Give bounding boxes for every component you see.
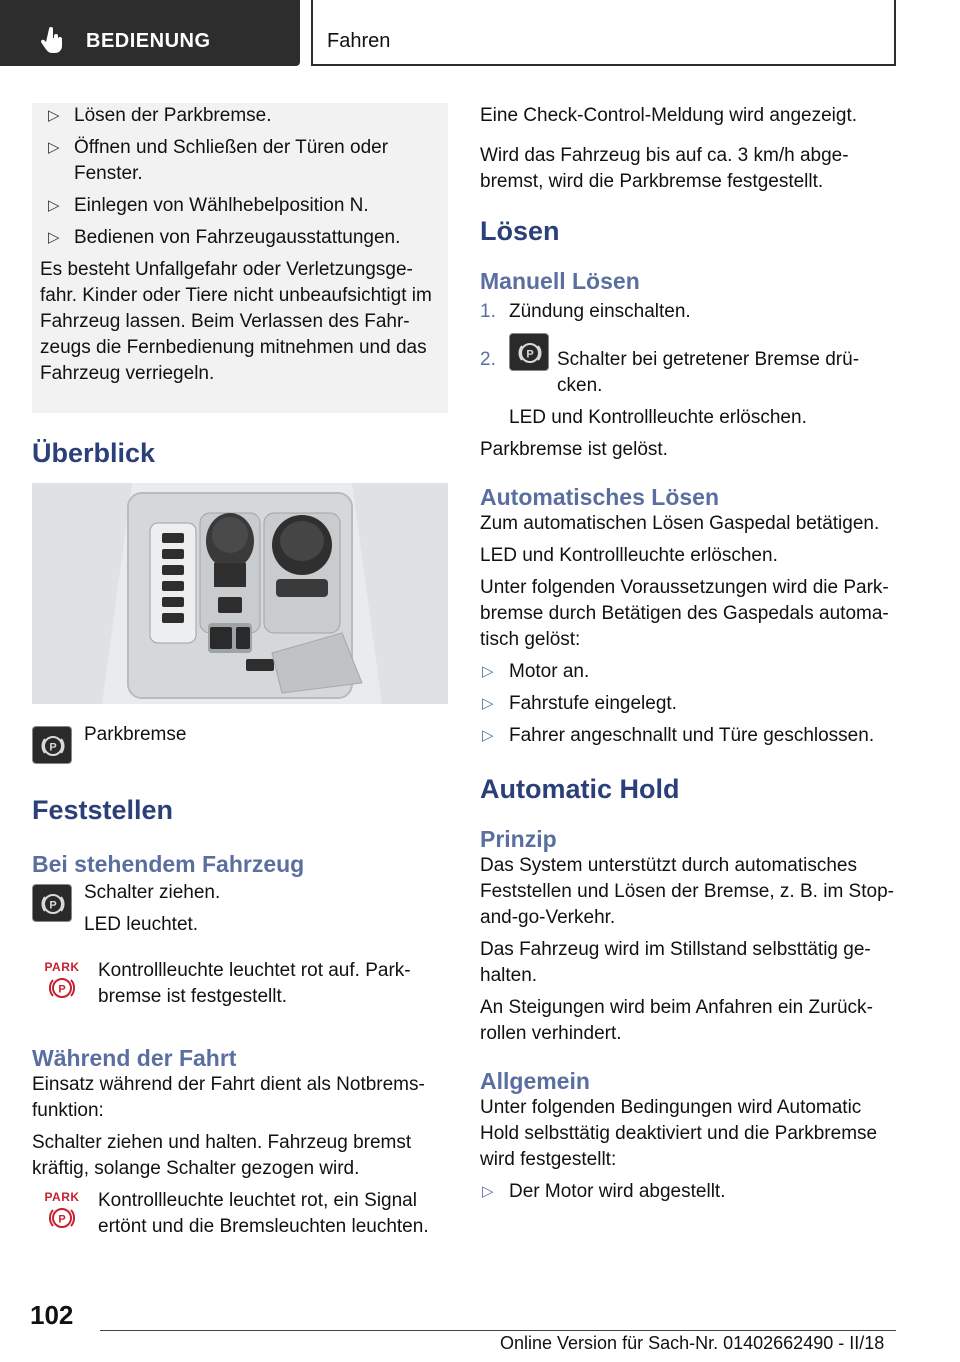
triangle-bullet-icon: ▷ xyxy=(48,107,60,124)
step-subtext: LED und Kontrollleuchte erlöschen. xyxy=(509,407,807,428)
paragraph: Das Fahrzeug wird im Stillstand selbsttätig gehalten. xyxy=(480,939,871,986)
right-column xyxy=(480,103,896,1211)
triangle-bullet-icon: ▷ xyxy=(482,695,494,712)
center-console-photo xyxy=(32,483,448,704)
paragraph: Einsatz während der Fahrt dient als Notbremsfunktion: xyxy=(32,1074,425,1121)
step-text: Zündung einschalten. xyxy=(509,301,691,322)
left-column xyxy=(32,103,448,1240)
paragraph: LED und Kontrollleuchte erlöschen. xyxy=(480,545,778,566)
parking-brake-switch-icon xyxy=(32,884,72,922)
parking-brake-switch-icon xyxy=(509,333,549,371)
park-warning-icon: PARK P xyxy=(42,1190,82,1234)
paragraph: Zum automatischen Lösen Gaspedal betätigen. xyxy=(480,513,880,534)
footer-divider xyxy=(100,1330,896,1331)
heading-loesen: Lösen xyxy=(480,216,560,246)
triangle-bullet-icon: ▷ xyxy=(48,197,60,214)
list-item: ▷ Bedienen von Fahrzeugausstattungen. xyxy=(40,225,440,251)
parking-brake-switch-icon xyxy=(32,726,72,764)
list-item: ▷ Öffnen und Schließen der Türen oder Fenster. xyxy=(48,137,389,184)
heading-fahrt: Während der Fahrt xyxy=(32,1045,237,1071)
icon-row-stehend xyxy=(32,880,448,938)
icon-row-parkbremse xyxy=(32,722,448,764)
triangle-bullet-icon: ▷ xyxy=(48,139,60,156)
svg-text:P: P xyxy=(58,983,66,996)
heading-allgemein: Allgemein xyxy=(480,1068,590,1094)
list-item: ▷ Lösen der Parkbremse. xyxy=(40,103,440,129)
paragraph: Wird das Fahrzeug bis auf ca. 3 km/h abgebremst, wird die Parkbremse festgestellt. xyxy=(480,145,849,192)
text-line: LED leuchtet. xyxy=(84,914,199,935)
svg-text:P: P xyxy=(49,899,57,912)
park-circle-icon xyxy=(48,974,76,1002)
paragraph: Unter folgenden Bedingungen wird Automatic Hold selbsttätig deaktiviert und die Parkbremse wird festgestellt: xyxy=(480,1097,878,1170)
section-label: BEDIENUNG xyxy=(86,30,211,52)
list-item: ▷ Einlegen von Wählhebelposition N. xyxy=(40,193,440,219)
paragraph: Unter folgenden Voraussetzungen wird die Parkbremse durch Betätigen des Gaspedals automatisch gelöst: xyxy=(480,577,889,650)
step-1 xyxy=(480,299,896,325)
triangle-bullet-icon: ▷ xyxy=(482,727,494,744)
warning-box xyxy=(32,103,448,413)
heading-feststellen: Feststellen xyxy=(32,795,174,825)
heading-automatic-hold: Automatic Hold xyxy=(480,774,680,804)
triangle-bullet-icon: ▷ xyxy=(482,1183,494,1200)
icon-row-park-warning xyxy=(32,958,448,1010)
paragraph: Parkbremse ist gelöst. xyxy=(480,439,668,460)
triangle-bullet-icon: ▷ xyxy=(482,663,494,680)
page-number: 102 xyxy=(30,1300,74,1330)
section-tab xyxy=(0,0,300,66)
heading-prinzip: Prinzip xyxy=(480,826,557,852)
list-item: ▷ Motor an. xyxy=(480,659,896,685)
svg-text:P: P xyxy=(58,1213,66,1226)
heading-manuell: Manuell Lösen xyxy=(480,268,640,294)
footer-online-version: Online Version für Sach-Nr. 01402662490 - II/18 xyxy=(500,1333,885,1353)
chapter-tab xyxy=(311,0,896,66)
step-text: Schalter bei getretener Bremse drücken. xyxy=(557,349,860,396)
list-item: ▷ Der Motor wird abgestellt. xyxy=(480,1179,896,1205)
paragraph: Schalter ziehen und halten. Fahrzeug bremst kräftig, solange Schalter gezogen wird. xyxy=(32,1132,412,1179)
text-line: Schalter ziehen. xyxy=(84,882,221,903)
list-item: ▷ Fahrer angeschnallt und Türe geschlossen. xyxy=(480,723,896,749)
park-text: Kontrollleuchte leuchtet rot, ein Signal ertönt und die Bremsleuchten leuchten. xyxy=(98,1190,429,1237)
svg-text:P: P xyxy=(49,741,57,754)
photo-caption: Parkbremse xyxy=(84,724,187,745)
park-warning-icon: PARK P xyxy=(42,960,82,1004)
step-number: 2. xyxy=(480,349,496,370)
step-number: 1. xyxy=(480,301,496,322)
warning-text: Es besteht Unfallgefahr oder Verletzungsgefahr. Kinder oder Tiere nicht unbeaufsichtigt im Fahrzeug lassen. Beim Verlassen des Fahrzeugs die Fernbedienung mitnehmen und das Fahrzeug verriegeln. xyxy=(40,259,432,384)
heading-stehend: Bei stehendem Fahrzeug xyxy=(32,851,305,877)
paragraph: An Steigungen wird beim Anfahren ein Zurückrollen verhindert. xyxy=(480,997,873,1044)
heading-automatisch: Automatisches Lösen xyxy=(480,484,719,510)
triangle-bullet-icon: ▷ xyxy=(48,229,60,246)
park-circle-icon xyxy=(48,1204,76,1232)
svg-text:P: P xyxy=(526,348,534,361)
list-item: ▷ Fahrstufe eingelegt. xyxy=(480,691,896,717)
chapter-label: Fahren xyxy=(327,30,391,52)
heading-ueberblick: Überblick xyxy=(32,438,156,468)
step-2 xyxy=(480,333,896,431)
hand-pointer-icon xyxy=(40,27,64,55)
paragraph: Das System unterstützt durch automatisches Feststellen und Lösen der Bremse, z. B. im Stop-and-go-Verkehr. xyxy=(480,855,894,928)
icon-row-park-warning xyxy=(32,1188,448,1240)
park-text: Kontrollleuchte leuchtet rot auf. Parkbremse ist festgestellt. xyxy=(98,960,411,1007)
paragraph: Eine Check-Control-Meldung wird angezeigt. xyxy=(480,105,858,126)
